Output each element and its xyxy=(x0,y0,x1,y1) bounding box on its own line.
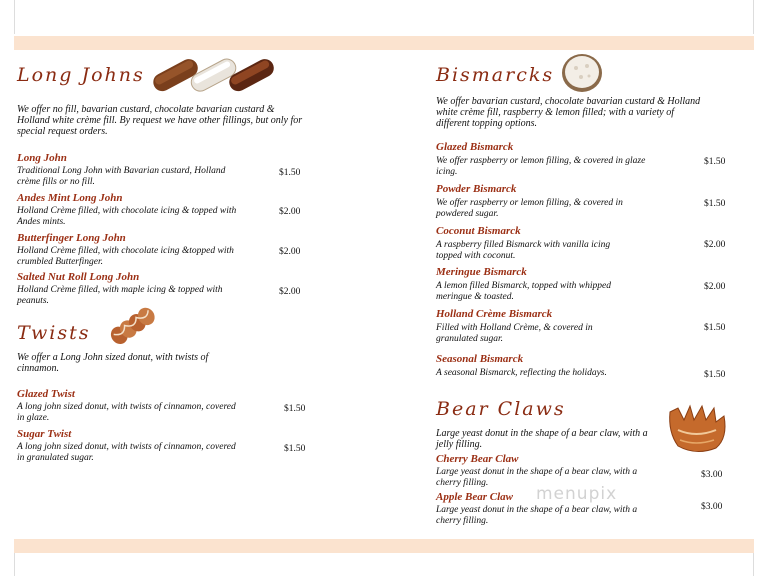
menu-item-price: $1.50 xyxy=(704,157,726,167)
menu-item-description: A lemon filled Bismarck, topped with whipped meringue & toasted. xyxy=(436,281,611,302)
twists-intro: We offer a Long John sized donut, with twists of cinnamon. xyxy=(17,352,209,374)
menu-item-description: Holland Crème filled, with chocolate icing &topped with crumbled Butterfinger. xyxy=(17,246,234,267)
bear-claw-donut-image xyxy=(666,402,728,454)
menu-item-price: $2.00 xyxy=(704,240,726,250)
menu-item-description: We offer raspberry or lemon filling, & covered in glaze icing. xyxy=(436,156,646,177)
menu-item-description: We offer raspberry or lemon filling, & covered in powdered sugar. xyxy=(436,198,623,219)
menu-item-price: $1.50 xyxy=(284,444,306,454)
footer-band xyxy=(14,539,754,553)
menu-item-name: Apple Bear Claw xyxy=(436,491,514,503)
menu-item-name: Coconut Bismarck xyxy=(436,225,521,237)
menu-item-description: Large yeast donut in the shape of a bear claw, with a cherry filling. xyxy=(436,467,638,488)
menu-item-description: Holland Crème filled, with chocolate icing & topped with Andes mints. xyxy=(17,206,237,227)
menu-item-name: Powder Bismarck xyxy=(436,183,517,195)
menu-item-name: Seasonal Bismarck xyxy=(436,353,524,365)
bismarck-donut-image xyxy=(561,53,603,93)
menu-item-price: $2.00 xyxy=(279,207,301,217)
menu-item-name: Holland Crème Bismarck xyxy=(436,308,553,320)
menu-item-description: A seasonal Bismarck, reflecting the holidays. xyxy=(436,368,607,378)
bear-claws-title: Bear Claws xyxy=(436,398,566,420)
menu-item-price: $1.50 xyxy=(284,404,306,414)
bismarcks-title: Bismarcks xyxy=(436,64,555,86)
header-band xyxy=(14,36,754,50)
menu-item-description: A raspberry filled Bismarck with vanilla icing topped with coconut. xyxy=(436,240,611,261)
menu-item-price: $1.50 xyxy=(704,199,726,209)
menu-item-description: A long john sized donut, with twists of cinnamon, covered in glaze. xyxy=(17,402,236,423)
menu-item-price: $2.00 xyxy=(279,287,301,297)
page-top-edge xyxy=(14,0,754,34)
long-johns-intro: We offer no fill, bavarian custard, chocolate bavarian custard & Holland white crème fill. By request we have other fillings, but only for special request orders. xyxy=(17,104,303,137)
menu-item-name: Glazed Twist xyxy=(17,388,75,400)
menu-item-price: $2.00 xyxy=(704,282,726,292)
menu-item-name: Sugar Twist xyxy=(17,428,72,440)
menu-item-name: Cherry Bear Claw xyxy=(436,453,519,465)
long-john-donuts-image xyxy=(152,54,278,100)
menu-item-name: Long John xyxy=(17,152,67,164)
watermark: menupix xyxy=(536,484,618,504)
menu-item-price: $3.00 xyxy=(701,502,723,512)
menu-item-price: $2.00 xyxy=(279,247,301,257)
menu-item-name: Butterfinger Long John xyxy=(17,232,126,244)
menu-item-description: A long john sized donut, with twists of cinnamon, covered in granulated sugar. xyxy=(17,442,236,463)
bismarcks-intro: We offer bavarian custard, chocolate bavarian custard & Holland white crème fill, raspberry & lemon filled; with a variety of different topping options. xyxy=(436,96,701,129)
menu-item-price: $3.00 xyxy=(701,470,723,480)
bear-claws-intro: Large yeast donut in the shape of a bear claw, with a jelly filling. xyxy=(436,428,648,450)
menu-item-name: Andes Mint Long John xyxy=(17,192,123,204)
menu-item-name: Meringue Bismarck xyxy=(436,266,527,278)
twists-title: Twists xyxy=(17,322,91,344)
menu-item-description: Traditional Long John with Bavarian custard, Holland crème fills or no fill. xyxy=(17,166,226,187)
menu-item-description: Holland Crème filled, with maple icing & topped with peanuts. xyxy=(17,285,223,306)
twist-donut-image xyxy=(106,304,162,346)
long-johns-title: Long Johns xyxy=(17,64,145,86)
menu-item-price: $1.50 xyxy=(704,323,726,333)
menu-item-description: Filled with Holland Crème, & covered in granulated sugar. xyxy=(436,323,593,344)
menu-item-price: $1.50 xyxy=(704,370,726,380)
menu-item-description: Large yeast donut in the shape of a bear claw, with a cherry filling. xyxy=(436,505,638,526)
menu-item-name: Glazed Bismarck xyxy=(436,141,514,153)
menu-item-name: Salted Nut Roll Long John xyxy=(17,271,140,283)
page-bottom-edge xyxy=(14,553,754,576)
menu-item-price: $1.50 xyxy=(279,168,301,178)
